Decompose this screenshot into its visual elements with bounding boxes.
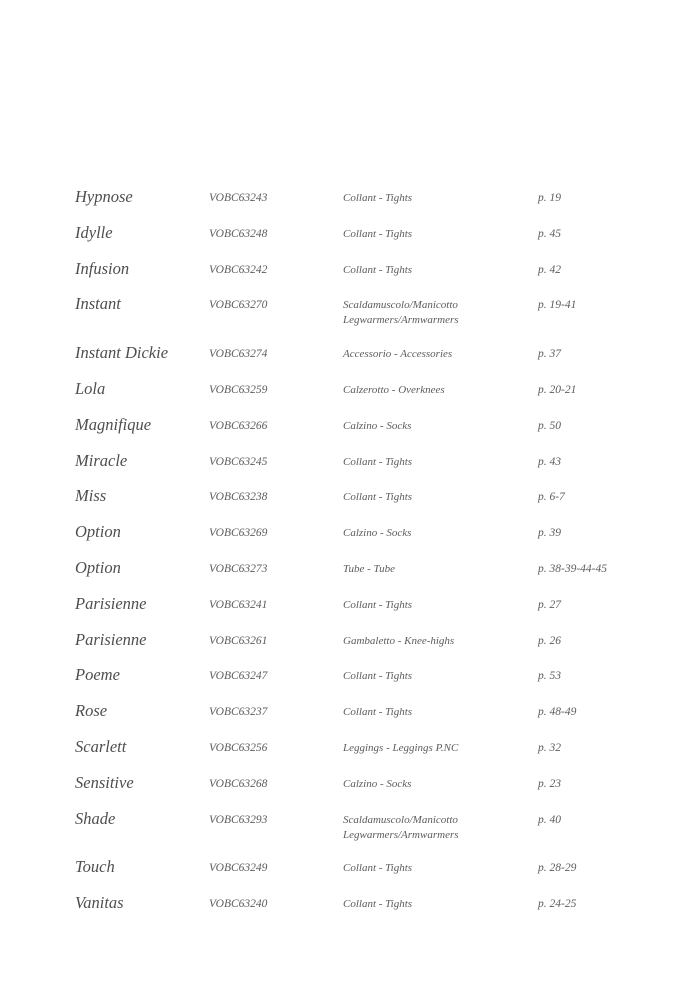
product-code: VOBC63273 — [209, 562, 268, 575]
product-code: VOBC63237 — [209, 706, 268, 719]
page-reference: p. 23 — [538, 777, 561, 790]
product-type-line: Collant - Tights — [343, 455, 413, 468]
product-type — [343, 347, 452, 362]
product-code: VOBC63249 — [209, 862, 268, 875]
product-type-line: Calzino - Socks — [343, 527, 412, 540]
product-code: VOBC63242 — [209, 263, 268, 276]
product-type — [343, 705, 412, 720]
table-row — [75, 809, 675, 858]
product-name: Hypnose — [75, 187, 133, 206]
product-name: Vanitas — [75, 893, 124, 913]
product-code: VOBC63269 — [209, 527, 268, 540]
product-code: VOBC63293 — [209, 813, 268, 826]
table-row — [75, 259, 675, 295]
product-code: VOBC63248 — [209, 227, 268, 240]
product-type — [343, 490, 412, 505]
product-code: VOBC63247 — [209, 670, 268, 683]
product-name: Instant — [75, 294, 121, 314]
table-row — [75, 379, 675, 415]
product-name: Shade — [75, 808, 116, 828]
page-reference: p. 53 — [538, 670, 561, 683]
product-type — [343, 669, 412, 684]
product-type-line: Leggings - Leggings P.NC — [343, 741, 459, 754]
product-type-line: Legwarmers/Armwarmers — [343, 828, 459, 841]
product-code: VOBC63241 — [209, 598, 268, 611]
page-reference: p. 32 — [538, 741, 561, 754]
product-code: VOBC63274 — [209, 348, 268, 361]
page-reference: p. 37 — [538, 348, 561, 361]
product-name: Idylle — [75, 222, 113, 242]
product-type-line: Collant - Tights — [343, 263, 413, 276]
product-code: VOBC63270 — [209, 299, 268, 312]
page-reference: p. 20-21 — [538, 383, 577, 396]
product-type — [343, 562, 395, 577]
product-type — [343, 634, 454, 649]
table-row — [75, 665, 675, 701]
product-type — [343, 897, 412, 912]
product-type — [343, 419, 411, 434]
product-type-line: Scaldamuscolo/Manicotto — [343, 299, 458, 312]
page-reference: p. 42 — [538, 263, 561, 276]
product-type — [343, 191, 412, 206]
product-type — [343, 526, 411, 541]
product-type — [343, 227, 412, 242]
product-name: Poeme — [75, 665, 120, 685]
page-reference: p. 40 — [538, 813, 561, 826]
page-reference: p. 26 — [538, 634, 561, 647]
product-type-line: Collant - Tights — [343, 192, 413, 204]
product-type — [343, 263, 412, 278]
product-code: VOBC63256 — [209, 741, 268, 754]
product-type-line: Calzerotto - Overknees — [343, 383, 445, 396]
product-name: Infusion — [75, 258, 130, 278]
product-name: Scarlett — [75, 736, 127, 756]
product-type — [343, 598, 412, 613]
table-row — [75, 630, 675, 666]
product-type-line: Collant - Tights — [343, 862, 413, 875]
product-type-line: Calzino - Socks — [343, 777, 412, 790]
page-reference: p. 27 — [538, 598, 561, 611]
page-reference: p. 6-7 — [538, 491, 565, 504]
product-name: Touch — [75, 857, 115, 877]
page-reference: p. 48-49 — [538, 706, 577, 719]
product-code: VOBC63245 — [209, 455, 268, 468]
product-type-line: Gambaletto - Knee-highs — [343, 634, 455, 647]
product-name: Option — [75, 522, 121, 542]
product-type-line: Collant - Tights — [343, 670, 413, 683]
product-code: VOBC63261 — [209, 634, 268, 647]
page-reference: p. 43 — [538, 455, 561, 468]
product-type-line: Collant - Tights — [343, 706, 413, 719]
page-reference: p. 19 — [538, 192, 561, 204]
product-type — [343, 383, 445, 398]
product-type — [343, 777, 411, 792]
product-type-line: Collant - Tights — [343, 898, 413, 911]
product-code: VOBC63243 — [209, 192, 268, 204]
page-reference: p. 24-25 — [538, 898, 577, 911]
product-code: VOBC63266 — [209, 419, 268, 432]
table-row — [75, 522, 675, 558]
product-type-line: Calzino - Socks — [343, 419, 412, 432]
table-row — [75, 451, 675, 487]
table-row — [75, 737, 675, 773]
product-name: Instant Dickie — [75, 343, 169, 363]
product-name: Magnifique — [75, 414, 152, 434]
product-type-line: Collant - Tights — [343, 598, 413, 611]
page-reference: p. 28-29 — [538, 862, 577, 875]
product-type-line: Collant - Tights — [343, 491, 413, 504]
product-code: VOBC63268 — [209, 777, 268, 790]
page-reference: p. 38-39-44-45 — [538, 562, 607, 575]
product-type — [343, 741, 458, 756]
product-type — [343, 455, 412, 470]
table-row — [75, 294, 675, 343]
page-reference: p. 19-41 — [538, 299, 577, 312]
table-row — [75, 857, 675, 893]
table-row — [75, 415, 675, 451]
table-row — [75, 223, 675, 259]
product-type-line: Legwarmers/Armwarmers — [343, 314, 459, 327]
table-row — [75, 773, 675, 809]
product-name: Sensitive — [75, 772, 134, 792]
table-row — [75, 486, 675, 522]
product-type-line: Collant - Tights — [343, 227, 413, 240]
table-row — [75, 187, 675, 223]
product-index-table — [75, 187, 675, 929]
product-name: Parisienne — [75, 593, 147, 613]
product-type — [343, 298, 459, 328]
page-reference: p. 39 — [538, 527, 561, 540]
product-code: VOBC63240 — [209, 898, 268, 911]
product-name: Rose — [75, 701, 108, 721]
product-name: Option — [75, 557, 121, 577]
table-row — [75, 558, 675, 594]
product-type-line: Tube - Tube — [343, 562, 395, 575]
product-type-line: Scaldamuscolo/Manicotto — [343, 813, 458, 826]
table-row — [75, 893, 675, 929]
page-reference: p. 45 — [538, 227, 561, 240]
product-name: Miss — [75, 486, 107, 506]
product-type — [343, 861, 412, 876]
product-name: Parisienne — [75, 629, 147, 649]
product-code: VOBC63259 — [209, 383, 268, 396]
table-row — [75, 343, 675, 379]
product-type — [343, 813, 459, 843]
table-row — [75, 594, 675, 630]
product-code: VOBC63238 — [209, 491, 268, 504]
product-type-line: Accessorio - Accessories — [343, 348, 453, 361]
product-name: Miracle — [75, 450, 128, 470]
product-name: Lola — [75, 378, 106, 398]
table-row — [75, 701, 675, 737]
page-reference: p. 50 — [538, 419, 561, 432]
